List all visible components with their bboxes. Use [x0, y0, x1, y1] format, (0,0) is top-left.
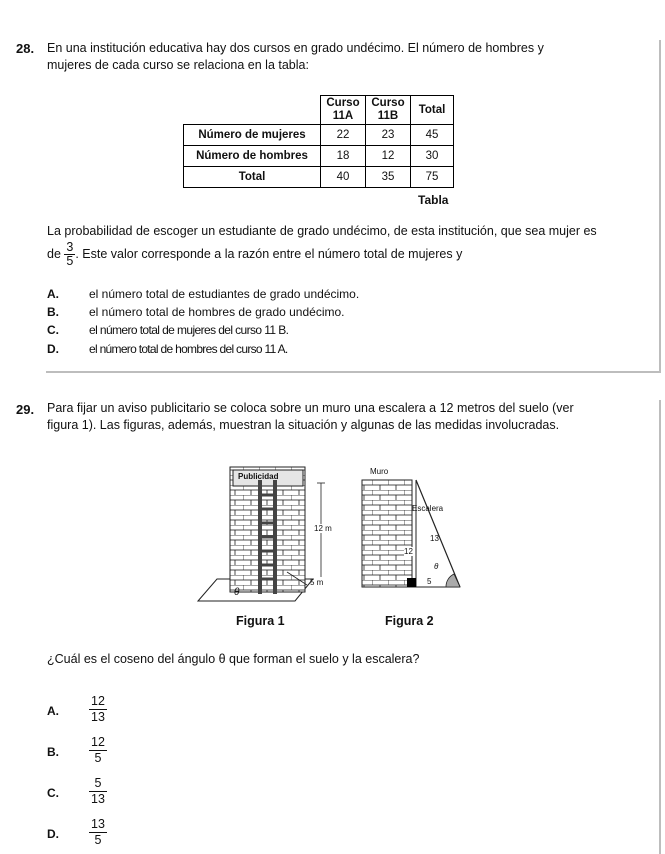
table-cell: 45	[411, 125, 454, 146]
intro-line: mujeres de cada curso se relaciona en la tabla:	[47, 58, 309, 72]
right-rule-top	[659, 40, 661, 372]
height-label-fig2: 12	[404, 547, 413, 556]
option-letter: B.	[47, 305, 59, 319]
sign-text: Publicidad	[238, 472, 279, 481]
figure-2-caption: Figura 2	[385, 614, 434, 628]
option-letter: C.	[47, 786, 59, 800]
option-fraction: 12 5	[91, 735, 105, 765]
option-letter: D.	[47, 342, 59, 356]
figure-1-caption: Figura 1	[236, 614, 285, 628]
table-cell: 23	[366, 125, 411, 146]
question-number: 28.	[16, 41, 35, 56]
height-label: 12 m	[314, 524, 332, 533]
option-letter: A.	[47, 704, 59, 718]
col-header: Total	[411, 96, 454, 125]
question-number: 29.	[16, 402, 35, 417]
option-text: el número total de mujeres del curso 11 B.	[89, 323, 289, 337]
option-letter: B.	[47, 745, 59, 759]
fraction: $\frac{3}{5}$	[66, 240, 74, 268]
table-row	[184, 167, 454, 188]
col-header: Curso 11B	[366, 96, 411, 125]
option-letter: D.	[47, 827, 59, 841]
option-fraction: 12 13	[91, 694, 105, 724]
angle-label: θ	[234, 587, 240, 598]
ladder-label: Escalera	[412, 504, 444, 513]
section-divider	[46, 371, 661, 373]
intro-line: Para fijar un aviso publicitario se coloca sobre un muro una escalera a 12 metros del suelo (ver	[47, 401, 574, 415]
stem-line: La probabilidad de escoger un estudiante de grado undécimo, de esta institución, que sea mujer es	[47, 224, 597, 238]
stem-line: de $\frac{3}{5}$ . Este valor corresponde a la razón entre el número total de mujeres y	[47, 240, 463, 268]
option-fraction: 5 13	[91, 776, 105, 806]
option-letter: A.	[47, 287, 59, 301]
table-cell: 40	[321, 167, 366, 188]
intro-line: En una institución educativa hay dos cursos en grado undécimo. El número de hombres y	[47, 41, 544, 55]
table-cell: 75	[411, 167, 454, 188]
table-cell: 30	[411, 146, 454, 167]
table-corner	[184, 96, 321, 125]
question-text: ¿Cuál es el coseno del ángulo θ que forman el suelo y la escalera?	[47, 652, 420, 666]
option-text: el número total de hombres de grado undécimo.	[89, 305, 345, 319]
option-text: el número total de hombres del curso 11 A.	[89, 342, 288, 356]
right-rule-bottom	[659, 400, 661, 854]
angle-label-fig2: θ	[434, 562, 439, 571]
base-label-fig2: 5	[427, 577, 432, 586]
table-cell: 12	[366, 146, 411, 167]
question-intro	[47, 40, 544, 74]
table-row	[184, 146, 454, 167]
row-header: Total	[184, 167, 321, 188]
table-cell: 22	[321, 125, 366, 146]
figure-2-illustration	[356, 470, 471, 595]
option-letter: C.	[47, 323, 59, 337]
hypotenuse-label: 13	[430, 534, 439, 543]
table-row	[184, 125, 454, 146]
question-stem	[47, 222, 597, 268]
col-header: Curso 11A	[321, 96, 366, 125]
table-caption: Tabla	[418, 193, 449, 207]
row-header: Número de hombres	[184, 146, 321, 167]
table-cell: 18	[321, 146, 366, 167]
row-header: Número de mujeres	[184, 125, 321, 146]
option-fraction: 13 5	[91, 817, 105, 847]
intro-line: figura 1). Las figuras, además, muestran la situación y algunas de las medidas involucradas.	[47, 418, 560, 432]
option-text: el número total de estudiantes de grado undécimo.	[89, 287, 360, 301]
question-intro	[47, 400, 574, 434]
table-cell: 35	[366, 167, 411, 188]
wall-label: Muro	[370, 467, 389, 476]
base-label: 5 m	[310, 578, 324, 587]
data-table	[183, 95, 454, 188]
